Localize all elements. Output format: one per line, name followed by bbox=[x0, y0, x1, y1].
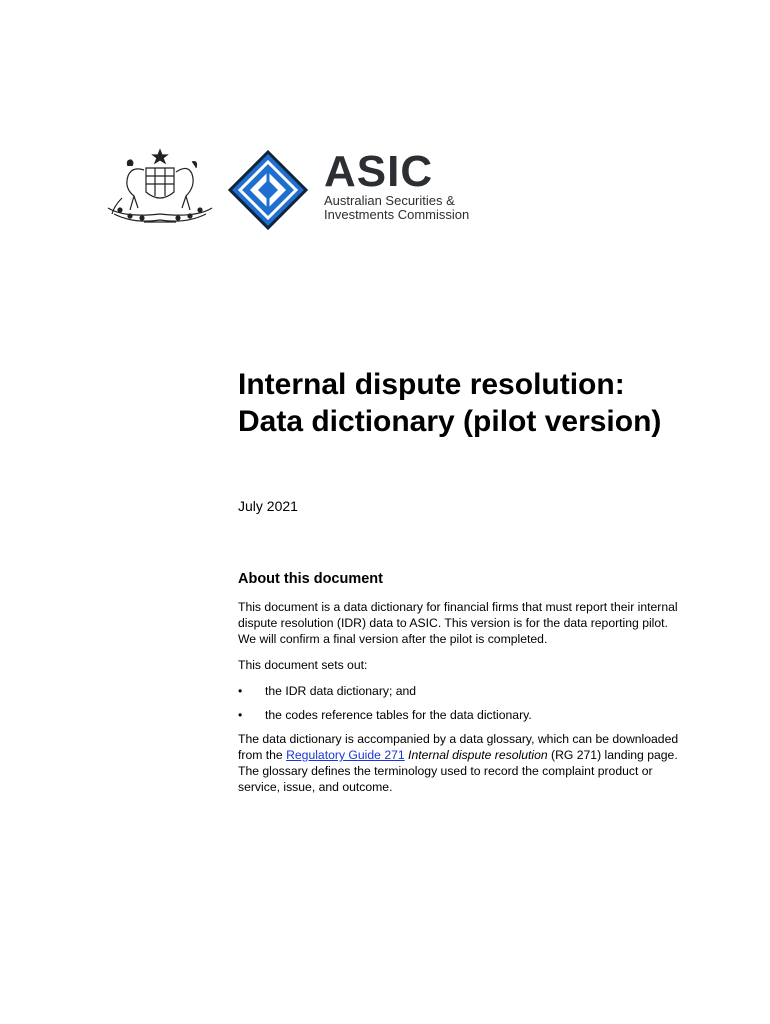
about-paragraph-2: This document sets out: bbox=[238, 658, 368, 672]
title-line-2: Data dictionary (pilot version) bbox=[238, 405, 662, 438]
list-item bbox=[238, 683, 688, 699]
asic-name: ASIC bbox=[324, 147, 434, 196]
about-paragraph-1: This document is a data dictionary for financial firms that must report their internal dispute resolution (IDR) data to ASIC. This version is for the data reporting pilot. We will confirm a final version after the pilot is completed. bbox=[238, 600, 678, 646]
paragraph-3-intro: The data dictionary is accompanied by a data glossary, which can be downloaded from the bbox=[238, 732, 679, 762]
title-line-1: Internal dispute resolution: bbox=[238, 368, 625, 401]
bullet-icon: • bbox=[238, 708, 243, 722]
asic-sub-line2: Investments Commission bbox=[324, 207, 470, 222]
about-paragraph-3 bbox=[238, 731, 688, 795]
document-date: July 2021 bbox=[238, 498, 298, 514]
list-item bbox=[238, 707, 688, 723]
bullet-icon: • bbox=[238, 684, 243, 698]
list-item-text: the IDR data dictionary; and bbox=[265, 684, 417, 698]
sets-out-list bbox=[238, 683, 688, 723]
document-title bbox=[238, 366, 758, 440]
list-item-text: the codes reference tables for the data dictionary. bbox=[265, 708, 532, 722]
guide-title-italic: Internal dispute resolution bbox=[404, 748, 548, 762]
regulatory-guide-271-link[interactable]: Regulatory Guide 271 bbox=[286, 748, 405, 762]
paragraph-3-rest: (RG 271) landing page. The glossary defines the terminology used to record the complaint product or service, issue, and outcome. bbox=[238, 748, 678, 794]
about-heading: About this document bbox=[238, 571, 383, 587]
coat-of-arms-icon bbox=[104, 148, 216, 228]
header-logos bbox=[104, 148, 484, 230]
asic-diamond-logo-icon bbox=[228, 150, 308, 230]
asic-wordmark bbox=[324, 147, 470, 222]
asic-sub-line1: Australian Securities & bbox=[324, 193, 455, 208]
about-section bbox=[238, 571, 688, 805]
